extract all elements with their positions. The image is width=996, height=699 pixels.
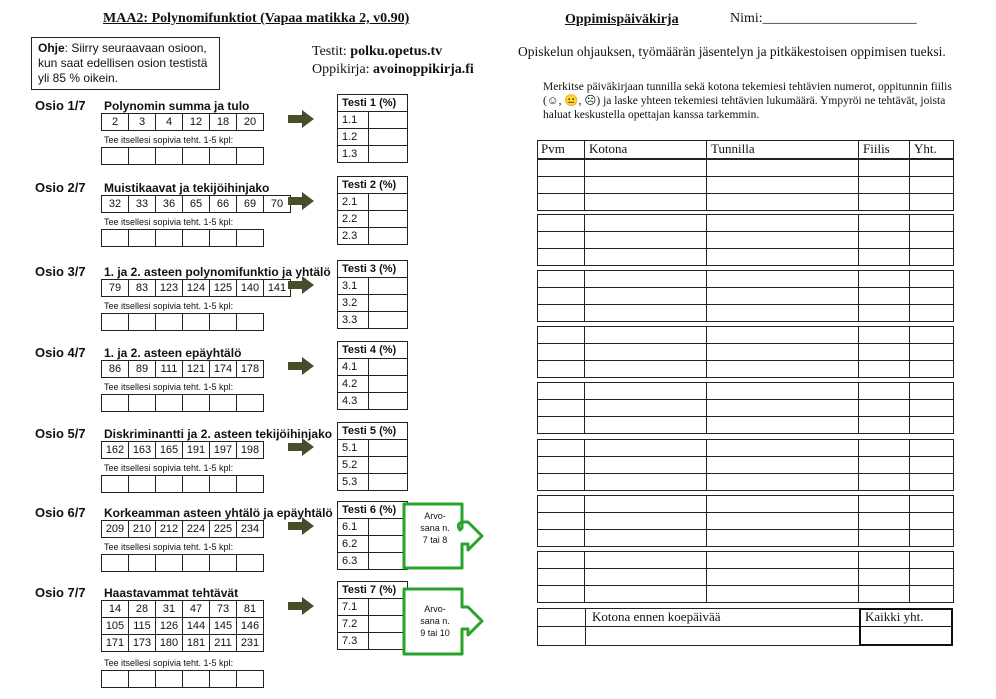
diary-cell[interactable] xyxy=(859,326,910,378)
diary-cell[interactable] xyxy=(707,495,859,547)
exercise-number: 234 xyxy=(237,521,264,538)
exercise-numbers xyxy=(101,441,264,459)
exercise-number: 70 xyxy=(264,196,291,213)
exercise-number: 111 xyxy=(156,361,183,378)
test-question: 6.1 xyxy=(338,519,369,536)
exercise-number: 83 xyxy=(129,280,156,297)
self-exercise-box[interactable] xyxy=(237,671,264,688)
diary-cell[interactable] xyxy=(707,214,859,266)
diary-row-divider xyxy=(537,399,954,400)
arrow-right-icon xyxy=(288,276,314,294)
test-header: Testi 4 (%) xyxy=(338,342,408,359)
self-exercise-box[interactable] xyxy=(156,671,183,688)
section-title: Diskriminantti ja 2. asteen tekijöihinjako xyxy=(104,427,333,441)
self-exercise-label: Tee itsellesi sopivia teht. 1-5 kpl: xyxy=(104,463,234,473)
self-exercise-label: Tee itsellesi sopivia teht. 1-5 kpl: xyxy=(104,217,234,227)
self-exercise-boxes xyxy=(101,394,264,412)
tests-label: Testit: xyxy=(312,44,347,59)
exercise-number: 211 xyxy=(210,635,237,652)
self-exercise-boxes xyxy=(101,670,264,688)
textbook-line xyxy=(312,62,474,78)
arrow-right-icon xyxy=(288,517,314,535)
exercise-number: 225 xyxy=(210,521,237,538)
diary-cell[interactable] xyxy=(910,326,954,378)
test-table xyxy=(337,501,408,570)
self-exercise-box[interactable] xyxy=(183,314,210,331)
diary-cell[interactable] xyxy=(859,270,910,322)
exercise-number: 18 xyxy=(210,114,237,131)
home-before-exam-label: Kotona ennen koepäivää xyxy=(592,609,721,624)
self-exercise-box[interactable] xyxy=(183,395,210,412)
self-exercise-box[interactable] xyxy=(210,314,237,331)
self-exercise-box[interactable] xyxy=(102,148,129,165)
self-exercise-box[interactable] xyxy=(129,476,156,493)
exercise-number: 86 xyxy=(102,361,129,378)
test-question: 5.3 xyxy=(338,474,369,491)
diary-cell[interactable] xyxy=(707,382,859,434)
exercise-number: 140 xyxy=(237,280,264,297)
self-exercise-box[interactable] xyxy=(237,230,264,247)
instruction-box xyxy=(31,37,220,90)
arrow-right-icon xyxy=(288,110,314,128)
self-exercise-box[interactable] xyxy=(102,314,129,331)
test-score-cell[interactable] xyxy=(369,112,408,129)
exercise-numbers xyxy=(101,600,264,652)
diary-header-cell: Pvm xyxy=(537,140,585,159)
exercise-number: 36 xyxy=(156,196,183,213)
exercise-number: 2 xyxy=(102,114,129,131)
grade-badge-1-text: Arvo- sana n. 7 tai 8 xyxy=(420,511,450,545)
diary-cell[interactable] xyxy=(537,326,585,378)
test-question: 3.2 xyxy=(338,295,369,312)
diary-row-divider xyxy=(537,176,954,177)
exercise-numbers xyxy=(101,279,291,297)
textbook-link[interactable]: avoinoppikirja.fi xyxy=(373,62,474,77)
diary-subtitle: Opiskelun ohjauksen, työmäärän jäsentelyn ja pitkäkestoisen oppimisen tueksi. xyxy=(518,44,946,59)
instruction-label: Ohje xyxy=(38,41,65,55)
self-exercise-label: Tee itsellesi sopivia teht. 1-5 kpl: xyxy=(104,658,234,668)
exercise-number: 12 xyxy=(183,114,210,131)
self-exercise-box[interactable] xyxy=(156,230,183,247)
self-exercise-label: Tee itsellesi sopivia teht. 1-5 kpl: xyxy=(104,135,234,145)
diary-cell[interactable] xyxy=(859,495,910,547)
arrow-right-icon xyxy=(288,357,314,375)
exercise-number: 105 xyxy=(102,618,129,635)
diary-cell[interactable] xyxy=(707,551,859,603)
exercise-number: 180 xyxy=(156,635,183,652)
textbook-label: Oppikirja: xyxy=(312,62,370,77)
arrow-right-icon xyxy=(288,192,314,210)
exercise-number: 141 xyxy=(264,280,291,297)
diary-cell[interactable] xyxy=(537,159,585,211)
test-header: Testi 2 (%) xyxy=(338,177,408,194)
exercise-number: 209 xyxy=(102,521,129,538)
diary-header-cell: Kotona xyxy=(585,140,707,159)
self-exercise-box[interactable] xyxy=(102,395,129,412)
test-table xyxy=(337,260,408,329)
test-question: 5.2 xyxy=(338,457,369,474)
section-title: Muistikaavat ja tekijöihinjako xyxy=(104,181,270,195)
self-exercise-box[interactable] xyxy=(183,148,210,165)
exercise-number: 173 xyxy=(129,635,156,652)
section-title: 1. ja 2. asteen epäyhtälö xyxy=(104,346,242,360)
exercise-number: 145 xyxy=(210,618,237,635)
exercise-number: 33 xyxy=(129,196,156,213)
test-question: 3.1 xyxy=(338,278,369,295)
self-exercise-box[interactable] xyxy=(237,395,264,412)
diary-title: Oppimispäiväkirja xyxy=(565,12,679,27)
self-exercise-box[interactable] xyxy=(156,148,183,165)
diary-row-divider xyxy=(537,304,954,305)
diary-cell[interactable] xyxy=(910,382,954,434)
diary-cell[interactable] xyxy=(537,270,585,322)
diary-cell[interactable] xyxy=(707,159,859,211)
diary-cell[interactable] xyxy=(585,495,707,547)
diary-cell[interactable] xyxy=(585,439,707,491)
exercise-number: 32 xyxy=(102,196,129,213)
diary-cell[interactable] xyxy=(859,382,910,434)
diary-row-divider xyxy=(537,585,954,586)
diary-cell[interactable] xyxy=(537,439,585,491)
diary-cell[interactable] xyxy=(585,326,707,378)
test-table xyxy=(337,176,408,245)
exercise-number: 66 xyxy=(210,196,237,213)
test-table xyxy=(337,581,408,650)
diary-cell[interactable] xyxy=(585,551,707,603)
self-exercise-boxes xyxy=(101,475,264,493)
diary-cell[interactable] xyxy=(859,439,910,491)
test-question: 7.2 xyxy=(338,616,369,633)
diary-row-divider xyxy=(537,343,954,344)
diary-header-cell: Yht. xyxy=(910,140,954,159)
exercise-number: 165 xyxy=(156,442,183,459)
exercise-number: 28 xyxy=(129,601,156,618)
diary-row-divider xyxy=(537,456,954,457)
worksheet-title: MAA2: Polynomifunktiot (Vapaa matikka 2, v0.90) xyxy=(103,11,410,26)
exercise-number: 191 xyxy=(183,442,210,459)
self-exercise-box[interactable] xyxy=(183,230,210,247)
diary-row-divider xyxy=(537,248,954,249)
self-exercise-box[interactable] xyxy=(183,671,210,688)
diary-cell[interactable] xyxy=(910,159,954,211)
exercise-number: 212 xyxy=(156,521,183,538)
diary-cell[interactable] xyxy=(910,214,954,266)
diary-cell[interactable] xyxy=(537,551,585,603)
exercise-number: 73 xyxy=(210,601,237,618)
grade-badge-2-text: Arvo- sana n. 9 tai 10 xyxy=(420,604,450,638)
exercise-number: 79 xyxy=(102,280,129,297)
self-exercise-box[interactable] xyxy=(129,395,156,412)
test-header: Testi 1 (%) xyxy=(338,95,408,112)
diary-cell[interactable] xyxy=(585,382,707,434)
exercise-number: 181 xyxy=(183,635,210,652)
diary-footer-divider xyxy=(585,608,586,646)
test-question: 3.3 xyxy=(338,312,369,329)
test-header: Testi 5 (%) xyxy=(338,423,408,440)
test-header: Testi 6 (%) xyxy=(338,502,408,519)
test-score-cell[interactable] xyxy=(369,129,408,146)
diary-cell[interactable] xyxy=(537,382,585,434)
test-question: 6.2 xyxy=(338,536,369,553)
test-header: Testi 3 (%) xyxy=(338,261,408,278)
test-table xyxy=(337,341,408,410)
exercise-number: 146 xyxy=(237,618,264,635)
exercise-number: 162 xyxy=(102,442,129,459)
self-exercise-box[interactable] xyxy=(156,476,183,493)
exercise-number: 47 xyxy=(183,601,210,618)
self-exercise-box[interactable] xyxy=(237,314,264,331)
diary-row-divider xyxy=(537,360,954,361)
exercise-number: 20 xyxy=(237,114,264,131)
exercise-number: 178 xyxy=(237,361,264,378)
self-exercise-box[interactable] xyxy=(210,230,237,247)
exercise-number: 4 xyxy=(156,114,183,131)
diary-row-divider xyxy=(537,193,954,194)
diary-row-divider xyxy=(537,287,954,288)
diary-cell[interactable] xyxy=(910,551,954,603)
test-score-cell[interactable] xyxy=(369,295,408,312)
self-exercise-box[interactable] xyxy=(156,395,183,412)
diary-cell[interactable] xyxy=(585,270,707,322)
arrow-right-icon xyxy=(288,438,314,456)
total-divider xyxy=(859,626,953,627)
exercise-number: 115 xyxy=(129,618,156,635)
exercise-number: 69 xyxy=(237,196,264,213)
self-exercise-box[interactable] xyxy=(102,476,129,493)
test-question: 2.3 xyxy=(338,228,369,245)
test-score-cell[interactable] xyxy=(369,312,408,329)
diary-cell[interactable] xyxy=(707,439,859,491)
exercise-number: 144 xyxy=(183,618,210,635)
test-score-cell[interactable] xyxy=(369,359,408,376)
self-exercise-label: Tee itsellesi sopivia teht. 1-5 kpl: xyxy=(104,382,234,392)
self-exercise-box[interactable] xyxy=(183,476,210,493)
exercise-number: 198 xyxy=(237,442,264,459)
arrow-right-icon xyxy=(288,597,314,615)
diary-cell[interactable] xyxy=(537,495,585,547)
self-exercise-box[interactable] xyxy=(183,555,210,572)
test-question: 2.2 xyxy=(338,211,369,228)
section-title: Korkeamman asteen yhtälö ja epäyhtälö xyxy=(104,506,333,520)
test-question: 7.3 xyxy=(338,633,369,650)
section-label: Osio 7/7 xyxy=(35,585,86,600)
self-exercise-boxes xyxy=(101,313,264,331)
self-exercise-box[interactable] xyxy=(156,314,183,331)
exercise-number: 65 xyxy=(183,196,210,213)
self-exercise-label: Tee itsellesi sopivia teht. 1-5 kpl: xyxy=(104,301,234,311)
self-exercise-box[interactable] xyxy=(129,230,156,247)
diary-cell[interactable] xyxy=(910,495,954,547)
self-exercise-box[interactable] xyxy=(237,148,264,165)
test-question: 6.3 xyxy=(338,553,369,570)
self-exercise-box[interactable] xyxy=(210,395,237,412)
test-score-cell[interactable] xyxy=(369,376,408,393)
exercise-number: 126 xyxy=(156,618,183,635)
test-question: 7.1 xyxy=(338,599,369,616)
diary-cell[interactable] xyxy=(859,159,910,211)
section-label: Osio 3/7 xyxy=(35,264,86,279)
exercise-number: 121 xyxy=(183,361,210,378)
exercise-number: 3 xyxy=(129,114,156,131)
section-title: Polynomin summa ja tulo xyxy=(104,99,250,113)
diary-cell[interactable] xyxy=(859,551,910,603)
exercise-numbers xyxy=(101,520,264,538)
exercise-number: 163 xyxy=(129,442,156,459)
test-table xyxy=(337,94,408,163)
diary-row-divider xyxy=(537,231,954,232)
test-score-cell[interactable] xyxy=(369,457,408,474)
self-exercise-box[interactable] xyxy=(237,555,264,572)
exercise-number: 81 xyxy=(237,601,264,618)
self-exercise-box[interactable] xyxy=(102,230,129,247)
test-score-cell[interactable] xyxy=(369,228,408,245)
test-question: 4.2 xyxy=(338,376,369,393)
self-exercise-boxes xyxy=(101,554,264,572)
section-title: 1. ja 2. asteen polynomifunktio ja yhtälö xyxy=(104,265,331,279)
test-score-cell[interactable] xyxy=(369,146,408,163)
tests-link[interactable]: polku.opetus.tv xyxy=(350,44,443,59)
exercise-number: 224 xyxy=(183,521,210,538)
diary-cell[interactable] xyxy=(585,159,707,211)
self-exercise-box[interactable] xyxy=(210,476,237,493)
test-score-cell[interactable] xyxy=(369,440,408,457)
test-score-cell[interactable] xyxy=(369,474,408,491)
test-question: 2.1 xyxy=(338,194,369,211)
exercise-number: 89 xyxy=(129,361,156,378)
diary-row-divider xyxy=(537,416,954,417)
test-score-cell[interactable] xyxy=(369,393,408,410)
exercise-number: 124 xyxy=(183,280,210,297)
exercise-number: 210 xyxy=(129,521,156,538)
test-question: 4.3 xyxy=(338,393,369,410)
test-score-cell[interactable] xyxy=(369,278,408,295)
diary-cell[interactable] xyxy=(859,214,910,266)
self-exercise-box[interactable] xyxy=(210,148,237,165)
self-exercise-boxes xyxy=(101,229,264,247)
self-exercise-boxes xyxy=(101,147,264,165)
section-title: Haastavammat tehtävät xyxy=(104,586,239,600)
test-question: 1.1 xyxy=(338,112,369,129)
diary-header-cell: Tunnilla xyxy=(707,140,859,159)
self-exercise-label: Tee itsellesi sopivia teht. 1-5 kpl: xyxy=(104,542,234,552)
exercise-numbers xyxy=(101,195,291,213)
diary-cell[interactable] xyxy=(707,326,859,378)
exercise-numbers xyxy=(101,113,264,131)
section-label: Osio 2/7 xyxy=(35,180,86,195)
test-question: 1.3 xyxy=(338,146,369,163)
diary-header-cell: Fiilis xyxy=(859,140,910,159)
diary-cell[interactable] xyxy=(910,270,954,322)
diary-cell[interactable] xyxy=(707,270,859,322)
exercise-number: 231 xyxy=(237,635,264,652)
test-question: 1.2 xyxy=(338,129,369,146)
tests-line xyxy=(312,44,442,60)
instruction-text: : Siirry seuraavaan osioon, kun saat edellisen osion testistä yli 85 % oikein. xyxy=(38,41,208,85)
self-exercise-box[interactable] xyxy=(156,555,183,572)
exercise-number: 123 xyxy=(156,280,183,297)
self-exercise-box[interactable] xyxy=(210,555,237,572)
test-table xyxy=(337,422,408,491)
diary-row-divider xyxy=(537,568,954,569)
test-header: Testi 7 (%) xyxy=(338,582,408,599)
test-score-cell[interactable] xyxy=(369,194,408,211)
diary-row-divider xyxy=(537,473,954,474)
test-question: 5.1 xyxy=(338,440,369,457)
self-exercise-box[interactable] xyxy=(102,671,129,688)
self-exercise-box[interactable] xyxy=(210,671,237,688)
test-score-cell[interactable] xyxy=(369,211,408,228)
self-exercise-box[interactable] xyxy=(102,555,129,572)
diary-cell[interactable] xyxy=(585,214,707,266)
self-exercise-box[interactable] xyxy=(129,555,156,572)
exercise-number: 125 xyxy=(210,280,237,297)
diary-cell[interactable] xyxy=(910,439,954,491)
exercise-number: 14 xyxy=(102,601,129,618)
self-exercise-box[interactable] xyxy=(129,671,156,688)
self-exercise-box[interactable] xyxy=(237,476,264,493)
diary-cell[interactable] xyxy=(537,214,585,266)
diary-row-divider xyxy=(537,512,954,513)
exercise-number: 197 xyxy=(210,442,237,459)
exercise-number: 174 xyxy=(210,361,237,378)
total-label: Kaikki yht. xyxy=(865,609,924,624)
exercise-numbers xyxy=(101,360,264,378)
self-exercise-box[interactable] xyxy=(129,148,156,165)
diary-row-divider xyxy=(537,529,954,530)
section-label: Osio 4/7 xyxy=(35,345,86,360)
diary-instructions: Merkitse päiväkirjaan tunnilla sekä kotona tekemiesi tehtävien numerot, oppitunnin fiilis (☺, 😐, ☹) ja laske yhteen tekemiesi tehtävien lukumäärä. Ympyröi ne tehtävät, joista haluat keskustella opettajan kanssa tarkemmin. xyxy=(543,81,952,121)
section-label: Osio 6/7 xyxy=(35,505,86,520)
self-exercise-box[interactable] xyxy=(129,314,156,331)
test-question: 4.1 xyxy=(338,359,369,376)
exercise-number: 171 xyxy=(102,635,129,652)
section-label: Osio 1/7 xyxy=(35,98,86,113)
name-field[interactable]: Nimi:______________________ xyxy=(730,11,917,26)
exercise-number: 31 xyxy=(156,601,183,618)
section-label: Osio 5/7 xyxy=(35,426,86,441)
